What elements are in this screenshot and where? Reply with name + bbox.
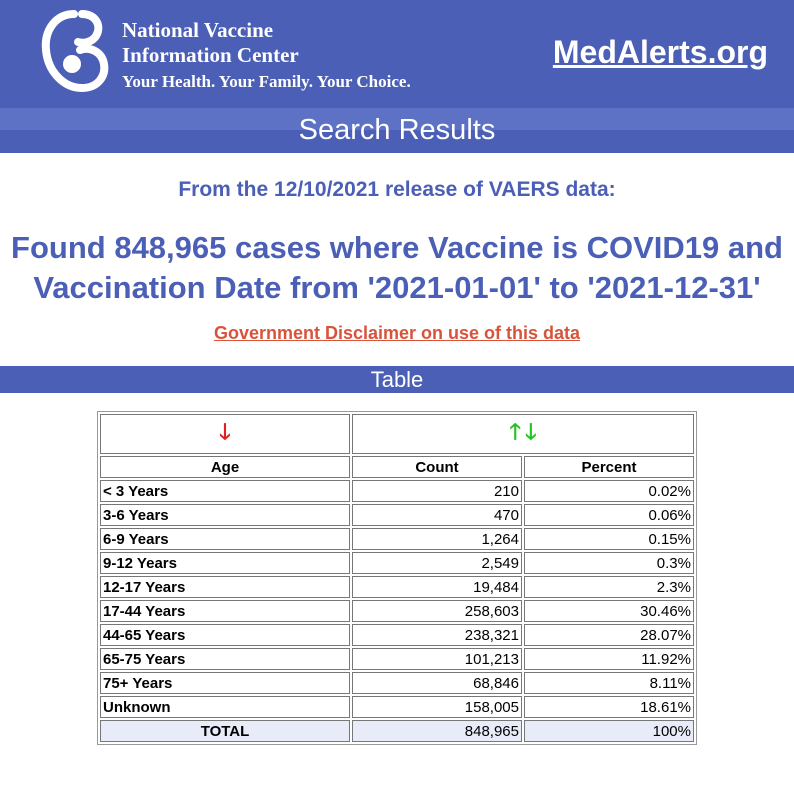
search-results-bar [0,108,794,153]
medalerts-link[interactable]: MedAlerts.org [552,34,768,70]
org-tagline: Your Health. Your Family. Your Choice. [122,72,411,91]
government-disclaimer-link[interactable]: Government Disclaimer on use of this data [213,323,581,343]
age-cell: 12-17 Years [100,576,350,598]
release-text: From the 12/10/2021 release of VAERS data: [178,178,616,201]
total-count: 848,965 [352,720,522,742]
age-cell: 44-65 Years [100,624,350,646]
sort-ascending-icon[interactable]: 🡑 [509,419,521,444]
percent-cell: 11.92% [524,648,694,670]
found-summary [0,228,794,308]
table-row [100,624,694,646]
age-sort-cell [100,414,350,454]
percent-cell: 30.46% [524,600,694,622]
age-cell: < 3 Years [100,480,350,502]
count-cell: 258,603 [352,600,522,622]
sort-descending-icon[interactable]: 🡓 [525,419,537,444]
count-cell: 158,005 [352,696,522,718]
table-row [100,600,694,622]
percent-cell: 8.11% [524,672,694,694]
age-cell: 9-12 Years [100,552,350,574]
age-cell: Unknown [100,696,350,718]
percent-cell: 28.07% [524,624,694,646]
percent-cell: 0.15% [524,528,694,550]
count-cell: 210 [352,480,522,502]
percent-cell: 0.06% [524,504,694,526]
org-name-line2: Information Center [122,43,299,67]
total-percent: 100% [524,720,694,742]
table-row [100,576,694,598]
total-label: TOTAL [100,720,350,742]
table-row [100,528,694,550]
column-header-count: Count [352,456,522,478]
percent-cell: 2.3% [524,576,694,598]
age-cell: 6-9 Years [100,528,350,550]
table-row [100,552,694,574]
sort-row [100,414,694,454]
header-row [100,456,694,478]
table-section-title: Table [0,366,794,393]
table-row [100,480,694,502]
results-table [97,411,697,745]
percent-cell: 0.02% [524,480,694,502]
org-name-block [122,18,411,92]
count-cell: 68,846 [352,672,522,694]
percent-cell: 0.3% [524,552,694,574]
count-sort-cell [352,414,694,454]
table-row [100,504,694,526]
age-cell: 75+ Years [100,672,350,694]
column-header-percent: Percent [524,456,694,478]
column-header-age: Age [100,456,350,478]
table-row [100,696,694,718]
site-header [0,0,794,108]
org-name-line1: National Vaccine [122,18,274,42]
found-line1: Found 848,965 cases where Vaccine is COVID19 and [11,230,783,265]
count-cell: 101,213 [352,648,522,670]
count-cell: 470 [352,504,522,526]
count-cell: 2,549 [352,552,522,574]
table-row [100,648,694,670]
percent-cell: 18.61% [524,696,694,718]
total-row [100,720,694,742]
age-cell: 3-6 Years [100,504,350,526]
table-row [100,672,694,694]
count-cell: 19,484 [352,576,522,598]
age-cell: 65-75 Years [100,648,350,670]
age-cell: 17-44 Years [100,600,350,622]
count-cell: 238,321 [352,624,522,646]
found-line2: Vaccination Date from '2021-01-01' to '2021-12-31' [33,270,761,305]
search-results-title: Search Results [298,114,496,146]
sort-descending-icon[interactable]: 🡓 [219,419,231,444]
nvic-logo-icon[interactable] [38,6,110,94]
count-cell: 1,264 [352,528,522,550]
